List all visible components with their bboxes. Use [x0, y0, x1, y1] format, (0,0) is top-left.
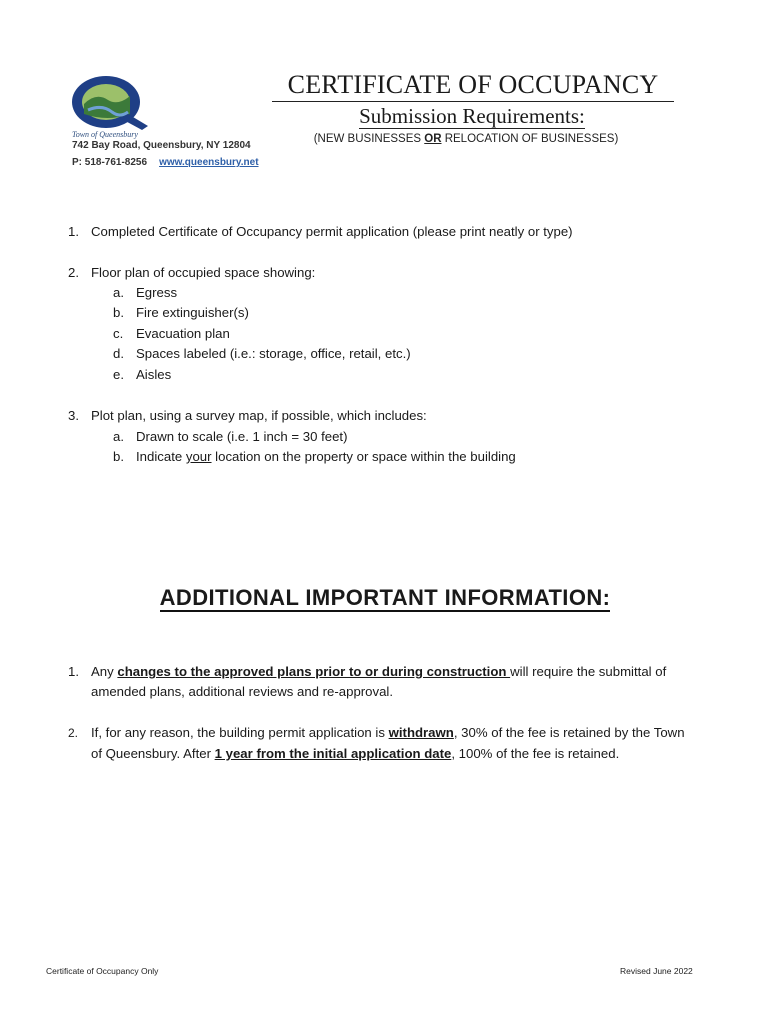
requirement-number: 2. — [68, 265, 79, 280]
sub-item-letter: a. — [113, 285, 124, 300]
info-text: If, for any reason, the building permit application is — [91, 725, 389, 740]
sub-item-letter: b. — [113, 305, 124, 320]
info-text-bold: withdrawn — [388, 725, 454, 740]
logo-address: 742 Bay Road, Queensbury, NY 12804 — [72, 140, 251, 151]
info-text-bold: 1 year from the initial application date — [214, 746, 452, 761]
info-line: amended plans, additional reviews and re-approval. — [91, 684, 394, 699]
town-logo-block — [66, 74, 266, 174]
requirement-number: 3. — [68, 408, 79, 423]
info-text: will require the submittal of — [510, 664, 667, 679]
sub-item-letter: d. — [113, 346, 124, 361]
info-line — [91, 744, 619, 765]
subtitle-text: Submission Requirements: — [359, 104, 585, 128]
sub-item-text-emphasis: your — [185, 449, 212, 464]
footer-right: Revised June 2022 — [620, 966, 693, 976]
sub-item-text-post: location on the property or space within the building — [211, 449, 516, 464]
info-text: Any — [91, 664, 118, 679]
info-number: 2. — [68, 726, 79, 740]
additional-info-heading — [0, 585, 770, 611]
info-number: 1. — [68, 664, 79, 679]
logo-phone: P: 518-761-8256 — [72, 157, 148, 168]
town-logo-q-icon — [68, 74, 152, 132]
requirement-number: 1. — [68, 224, 79, 239]
requirement-text: Completed Certificate of Occupancy permit application (please print neatly or type) — [91, 224, 573, 239]
logo-town-name: Town of Queensbury — [72, 130, 138, 139]
info-line — [91, 723, 685, 744]
info-line — [91, 662, 666, 683]
info-text: , 100% of the fee is retained. — [451, 746, 620, 761]
sub-item-letter: b. — [113, 449, 124, 464]
sub-item-text: Spaces labeled (i.e.: storage, office, retail, etc.) — [136, 346, 411, 361]
sub-item-letter: e. — [113, 367, 124, 382]
additional-info-heading-text: ADDITIONAL IMPORTANT INFORMATION: — [159, 585, 611, 610]
footer-left: Certificate of Occupancy Only — [46, 966, 159, 976]
page-subtitle — [272, 104, 672, 129]
requirement-text: Floor plan of occupied space showing: — [91, 265, 316, 280]
note-suffix: RELOCATION OF BUSINESSES) — [441, 133, 619, 145]
sub-item-text: Evacuation plan — [136, 326, 230, 341]
info-text-bold: changes to the approved plans prior to or during construction — [117, 664, 511, 679]
sub-item-text: Fire extinguisher(s) — [136, 305, 249, 320]
sub-item-letter: c. — [113, 326, 124, 341]
logo-contact-line — [72, 157, 259, 168]
sub-item-text: Drawn to scale (i.e. 1 inch = 30 feet) — [136, 429, 348, 444]
logo-website-link[interactable]: www.queensbury.net — [159, 157, 259, 168]
sub-item-text-pre: Indicate — [136, 449, 186, 464]
sub-item-text: Egress — [136, 285, 178, 300]
subtitle-note — [280, 133, 652, 145]
note-emphasis: OR — [424, 133, 442, 145]
sub-item-text: Aisles — [136, 367, 172, 382]
info-text: of Queensbury. After — [91, 746, 215, 761]
page-title: CERTIFICATE OF OCCUPANCY — [272, 70, 674, 102]
requirement-text: Plot plan, using a survey map, if possible, which includes: — [91, 408, 427, 423]
sub-item-text — [136, 447, 516, 468]
note-prefix: (NEW BUSINESSES — [313, 133, 425, 145]
sub-item-letter: a. — [113, 429, 124, 444]
info-text: , 30% of the fee is retained by the Town — [453, 725, 685, 740]
